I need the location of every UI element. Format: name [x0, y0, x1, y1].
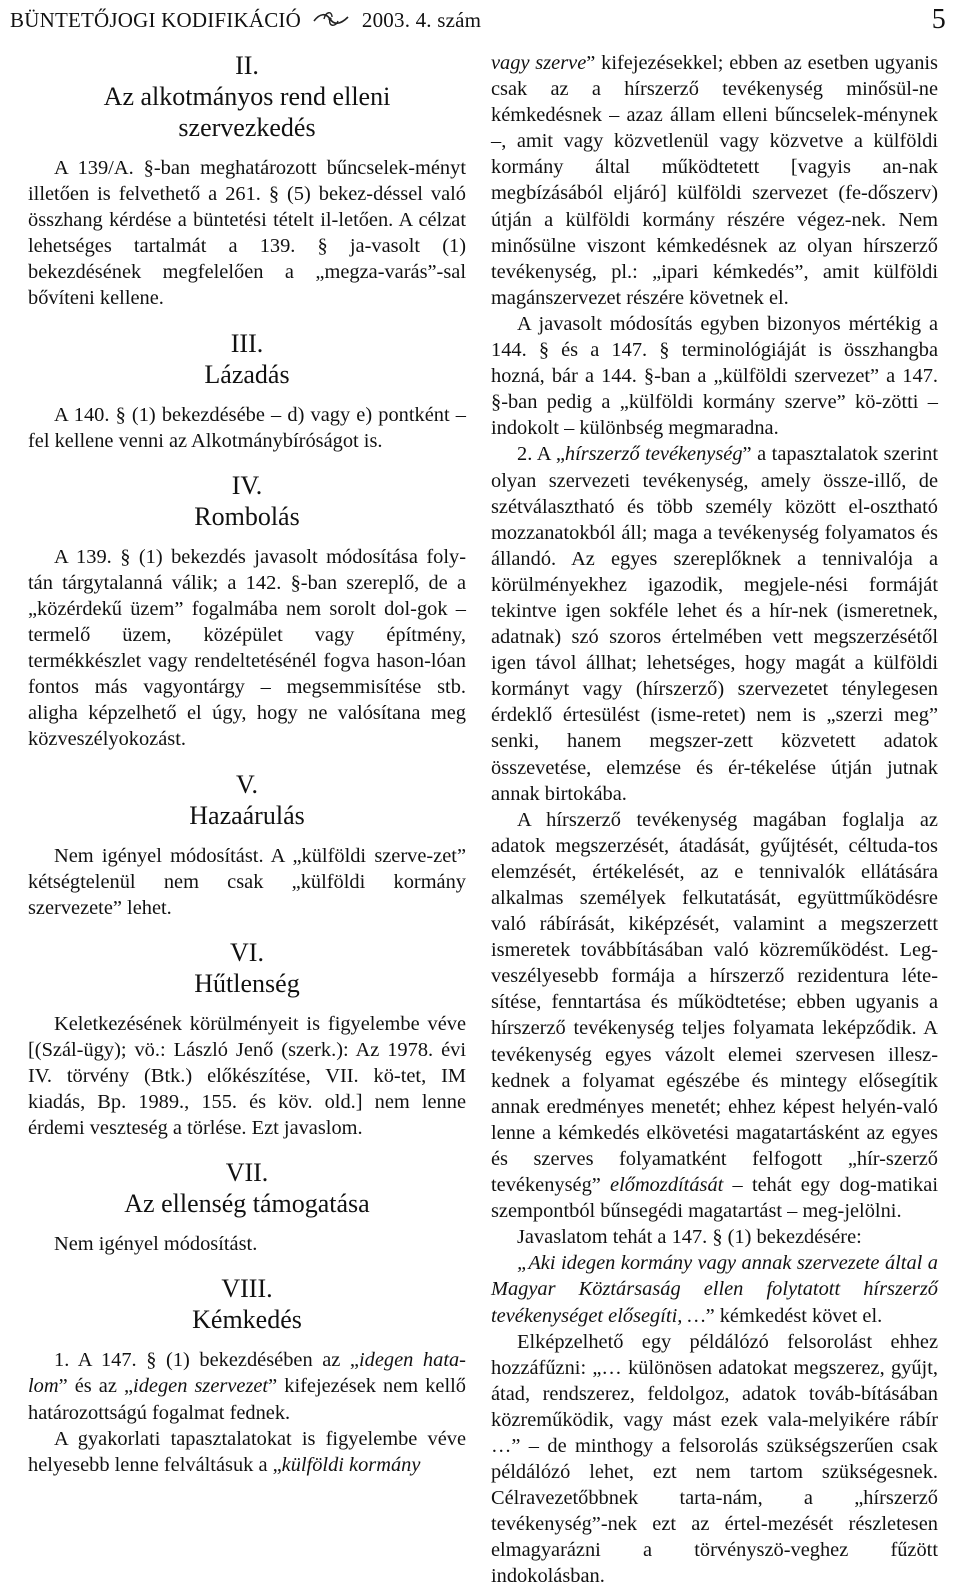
section-title: szervezkedés: [178, 113, 316, 142]
text-run: A hírszerző tevékenység magában foglalja az adatok megszerzését, átadását, gyűjtését, céltuda-tos elemzését, értékelését, az e tennivalók ellátására alkalmas személyek felkutatását, együttműködésre való rábírását, kiképzését, valamint a megszerzett ismeretek továbbításában való közreműködést. Leg-veszélyesebb formája a hírszerző rezidentura léte-sítése, fenntartása és működtetése; ebben ugyanis a hírszerző tevékenység teljes folyamata leképződik. A tevékenység egyes vázolt elemei szervesen illesz-kednek a folyamat egészébe és mintegy elősegítik annak eredményes menetét; ehhez képest helyén-való lenne a kémkedés elkövetési magatartásként az egyes és szerves folyamatként felfogott „hír-szerző tevékenység”: [491, 808, 938, 1197]
italic-term: „Aki idegen kormány vagy annak szervezete által a Magyar Köztársaság ellen folytatott hírszerző tevékenységet elősegíti, …: [491, 1252, 938, 1327]
text-run: – tehát egy dog-matikai szempontból bűnsegédi magatartást – meg-jelölni.: [491, 1174, 938, 1223]
section-title: Az ellenség támogatása: [124, 1189, 370, 1219]
section-number: IV.: [231, 470, 263, 500]
fleuron-icon: [312, 9, 350, 35]
italic-term: hírszerző tevékenység: [564, 443, 743, 466]
section-number: VIII.: [221, 1274, 273, 1304]
section-number: VI.: [230, 937, 264, 967]
section-number: II.: [235, 51, 259, 80]
paragraph: A javasolt módosítás egyben bizonyos mértékig a 144. § és a 147. § terminológiáját is összhangba hozná, bár a 144. §-ban a „külföldi szervezet” a 147. §-ban pedig a „külföldi kormány szerve” kö-zötti – indokolt – különbség megmaradna.: [491, 312, 938, 440]
paragraph: A 139/A. §-ban meghatározott bűncselek-ményt illetően is felvethető a 261. § (5) bekez-déssel való összhang kérdése a büntetési tételt il-letően. A célzat lehetséges tartalmát a 139. § ja-vasolt (1) bekezdésének megfelelően a „megza-varás”-sal bővíteni kellene.: [28, 157, 466, 310]
section-number: V.: [236, 769, 258, 799]
paragraph: Elképzelhető egy példálózó felsorolást ehhez hozzáfűzni: „… különösen adatokat megszerez, gyűjt, átad, rendszerez, feldolgoz, adatok továb-bításában közreműködik, vagy mást ezek vala-melyikére rábír …” – de minthogy a felsorolás szükségszerűen csak példálózó lehet, ezt nem tartom szükségesnek. Célravezetőbbnek tarta-nám, a „hírszerző tevékenység”-nek ezt az értel-mezését részletesen elmagyarázni a törvényszö-veghez fűzött indokolásban.: [491, 1330, 938, 1588]
paragraph: [28, 1426, 466, 1478]
section-number: III.: [230, 328, 264, 358]
text-run: ” kémkedést követ el.: [705, 1304, 883, 1327]
paragraph: Javaslatom tehát a 147. § (1) bekezdésére:: [517, 1226, 862, 1249]
text-run: A gyakorlati tapasztalatokat is figyelembe véve helyesebb lenne felváltásuk a „: [28, 1427, 466, 1476]
italic-term: idegen szervezet: [133, 1375, 269, 1398]
italic-term: előmozdítását: [610, 1174, 724, 1197]
right-column: [491, 50, 938, 1590]
section-number: VII.: [225, 1158, 269, 1188]
section-title: Hűtlenség: [194, 968, 300, 998]
text-run: 1. A 147. § (1) bekezdésében az „: [54, 1349, 359, 1372]
section-title: Rombolás: [194, 501, 300, 531]
paragraph: A 140. § (1) bekezdésébe – d) vagy e) pontként – fel kellene venni az Alkotmánybíróságot is.: [28, 403, 466, 452]
left-column: [28, 50, 466, 1478]
running-header: [10, 4, 950, 38]
section-title: Lázadás: [204, 359, 290, 389]
section-title: Hazaárulás: [189, 800, 305, 830]
paragraph: [28, 1347, 466, 1425]
italic-term: vagy szerve: [491, 52, 587, 74]
page-number: 5: [931, 4, 946, 35]
paragraph: Nem igényel módosítást. A „külföldi szerve-zet” kétségtelenül nem csak „külföldi kormány szervezete” lehet.: [28, 844, 466, 919]
text-run: ” kifejezésekkel; ebben az esetben ugyanis csak az a hírszerző tevékenység minősül-ne kémkedésnek – azaz állam elleni bűncselek-ménynek –, amit vagy közvetlenül vagy közvetve a külföldi kormány által működtetett [vagyis an-nak megbízásából eljáró] külföldi szervezet (fe-dőszerv) útján a külföldi kormány részére végez-nek. Nem minősülne viszont kémkedésnek az olyan hírszerző tevékenység, pl.: „ipari kémkedés”, amit külföldi magánszervezet részére követnek el.: [491, 52, 938, 309]
text-run: ” és az „: [58, 1375, 134, 1398]
header-left: [10, 8, 481, 35]
italic-term: külföldi kormány: [281, 1453, 421, 1476]
paragraph: [491, 441, 938, 806]
section-title: Kémkedés: [192, 1305, 302, 1335]
paragraph: A 139. § (1) bekezdés javasolt módosítása foly-tán tárgytalanná válik; a 142. §-ban szereplő, de a „közérdekű üzem” fogalmába nem sorolt dol-gok – termelő üzem, középület vagy építmény, termékkészlet vagy rendeltetésénél fogva hason-lóan fontos más vagyontárgy – megsemmisítése stb. aligha képzelhető el úgy, hogy ne valósítana meg közveszélyokozást.: [28, 545, 466, 751]
issue-label: 2003. 4. szám: [361, 8, 482, 32]
journal-title: BÜNTETŐJOGI KODIFIKÁCIÓ: [10, 8, 301, 32]
paragraph: [491, 807, 938, 1225]
paragraph: [491, 50, 938, 311]
paragraph: Keletkezésének körülményeit is figyelembe véve [(Szál-ügy); vö.: László Jenő (szerk.): Az 1978. évi IV. törvény (Btk.) előkészítése, VII. kö-tet, IM kiadás, Bp. 1989., 155. és köv. old.] nem lenne érdemi veszteség a törlése. Ezt javaslom.: [28, 1012, 466, 1140]
text-run: ” kifejezések nem kellő határozottságú fogalmat fednek.: [28, 1375, 467, 1424]
text-run: 2. A „: [517, 443, 565, 466]
text-run: ” a tapasztalatok szerint olyan szervezeti tevékenység, amely össze-illő, de szétválasztható és több személy között el-osztható mozzanatokból áll; maga a tevékenység folyamatos és állandó. Az egyes szereplőknek a tennivalója a körülményekhez igazodik, megjele-nési formáját tekintve igen sokféle lehet és a hír-nek (ismeretnek, adatnak) szó szoros értelmében vett megszerzésétől igen távol állhat; lehetséges, hogy magát a külföldi kormányt vagy (hírszerző) szervezetet ténylegesen érdeklő értesülést (isme-retet) nem is „szerzi meg” senki, hanem megszer-zett közvetett adatok összevetése, elemzése és ér-tékelése útján jutnak annak birtokába.: [491, 443, 938, 805]
paragraph: Nem igényel módosítást.: [54, 1233, 258, 1256]
italic-term: idegen hata-lom: [28, 1349, 466, 1398]
section-title: Az alkotmányos rend elleni: [103, 82, 391, 111]
paragraph: [491, 1250, 938, 1328]
